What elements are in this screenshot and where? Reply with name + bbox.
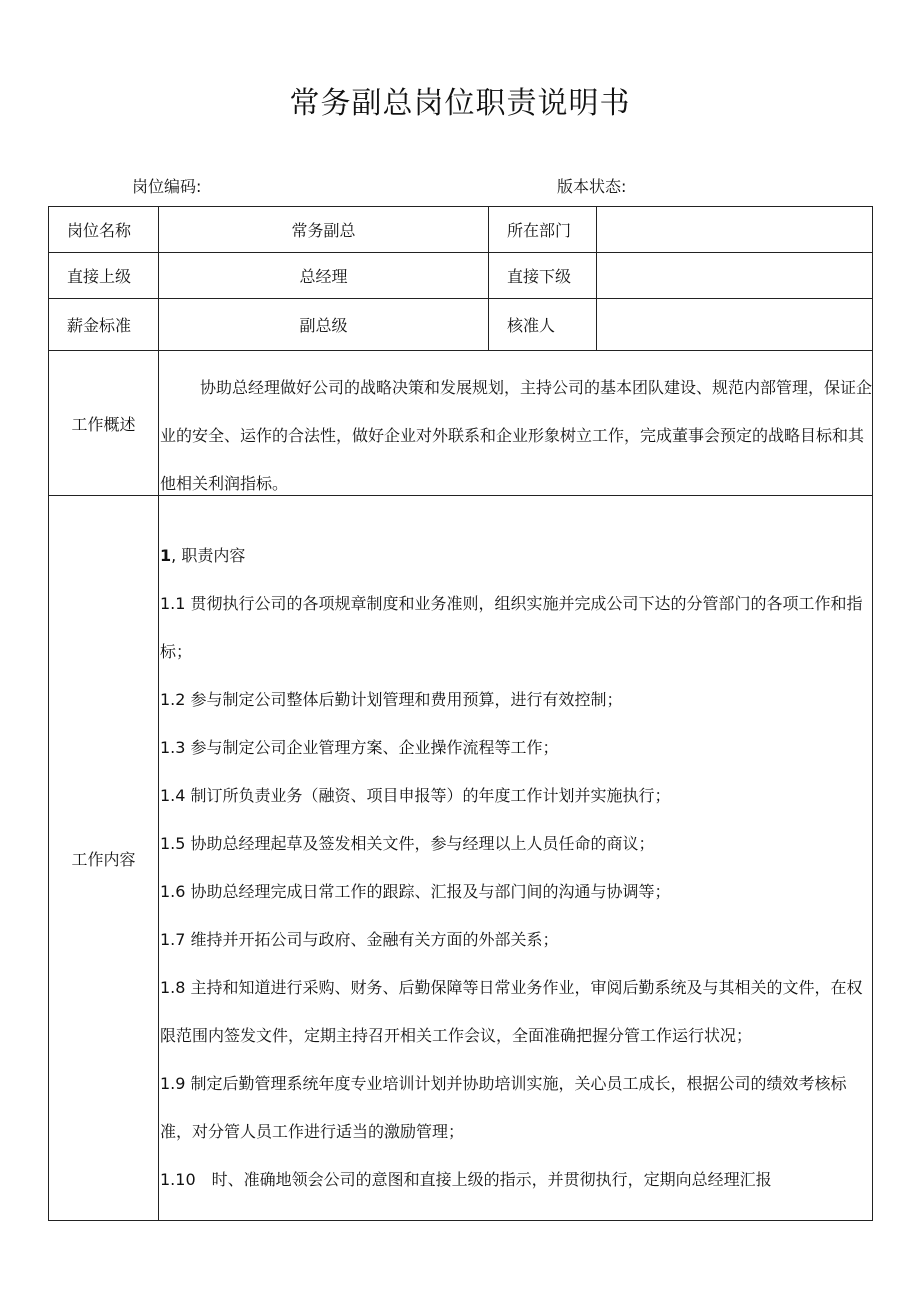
duty-item: 1.3 参与制定公司企业管理方案、企业操作流程等工作； bbox=[160, 738, 559, 757]
duty-item: 1.7 维持并开拓公司与政府、金融有关方面的外部关系； bbox=[160, 930, 559, 949]
table-rule bbox=[48, 1220, 873, 1221]
row-label-direct-superior: 直接上级 bbox=[67, 267, 132, 286]
row-label-approver: 核准人 bbox=[507, 316, 556, 335]
document-title: 常务副总岗位职责说明书 bbox=[289, 86, 631, 121]
table-rule bbox=[872, 206, 873, 1221]
duty-item: 1.8 主持和知道进行采购、财务、后勤保障等日常业务作业，审阅后勤系统及与其相关的文件，在权限范围内签发文件，定期主持召开相关工作会议，全面准确把握分管工作运行状况； bbox=[160, 978, 863, 1045]
position-code-label: 岗位编码: bbox=[132, 177, 202, 196]
row-label-work-content: 工作内容 bbox=[71, 849, 136, 869]
section-heading-text: , 职责内容 bbox=[171, 546, 246, 565]
value-department bbox=[597, 207, 872, 252]
value-position-name: 常务副总 bbox=[291, 221, 356, 240]
value-direct-superior: 总经理 bbox=[299, 267, 348, 286]
work-summary-text: 协助总经理做好公司的战略决策和发展规划，主持公司的基本团队建设、规范内部管理，保证企业的安全、运作的合法性，做好企业对外联系和企业形象树立工作，完成董事会预定的战略目标和其他相关利润指标。 bbox=[160, 378, 873, 493]
row-label-work-summary: 工作概述 bbox=[71, 414, 136, 434]
row-label-department: 所在部门 bbox=[507, 221, 572, 240]
duty-item: 1.2 参与制定公司整体后勤计划管理和费用预算，进行有效控制； bbox=[160, 690, 623, 709]
section-heading bbox=[160, 532, 872, 580]
value-approver bbox=[597, 299, 872, 350]
row-label-salary-standard: 薪金标准 bbox=[67, 316, 132, 335]
duty-item: 1.10 时、准确地领会公司的意图和直接上级的指示，并贯彻执行，定期向总经理汇报 bbox=[160, 1170, 772, 1189]
duty-item: 1.5 协助总经理起草及签发相关文件，参与经理以上人员任命的商议； bbox=[160, 834, 655, 853]
value-salary-standard: 副总级 bbox=[299, 316, 348, 335]
work-content-list bbox=[160, 532, 872, 1204]
duty-item: 1.9 制定后勤管理系统年度专业培训计划并协助培训实施，关心员工成长，根据公司的绩效考核标准，对分管人员工作进行适当的激励管理； bbox=[160, 1074, 847, 1141]
value-direct-subordinate bbox=[597, 253, 872, 298]
version-status-label: 版本状态: bbox=[557, 177, 627, 196]
row-label-direct-subordinate: 直接下级 bbox=[507, 267, 572, 286]
duty-item: 1.4 制订所负责业务（融资、项目申报等）的年度工作计划并实施执行； bbox=[160, 786, 671, 805]
row-label-position-name: 岗位名称 bbox=[67, 221, 132, 240]
duty-item: 1.6 协助总经理完成日常工作的跟踪、汇报及与部门间的沟通与协调等； bbox=[160, 882, 671, 901]
table-rule bbox=[48, 350, 873, 351]
table-rule bbox=[158, 206, 159, 1221]
section-heading-number: 1 bbox=[160, 546, 172, 565]
duty-item: 1.1 贯彻执行公司的各项规章制度和业务准则，组织实施并完成公司下达的分管部门的各项工作和指标； bbox=[160, 594, 863, 661]
